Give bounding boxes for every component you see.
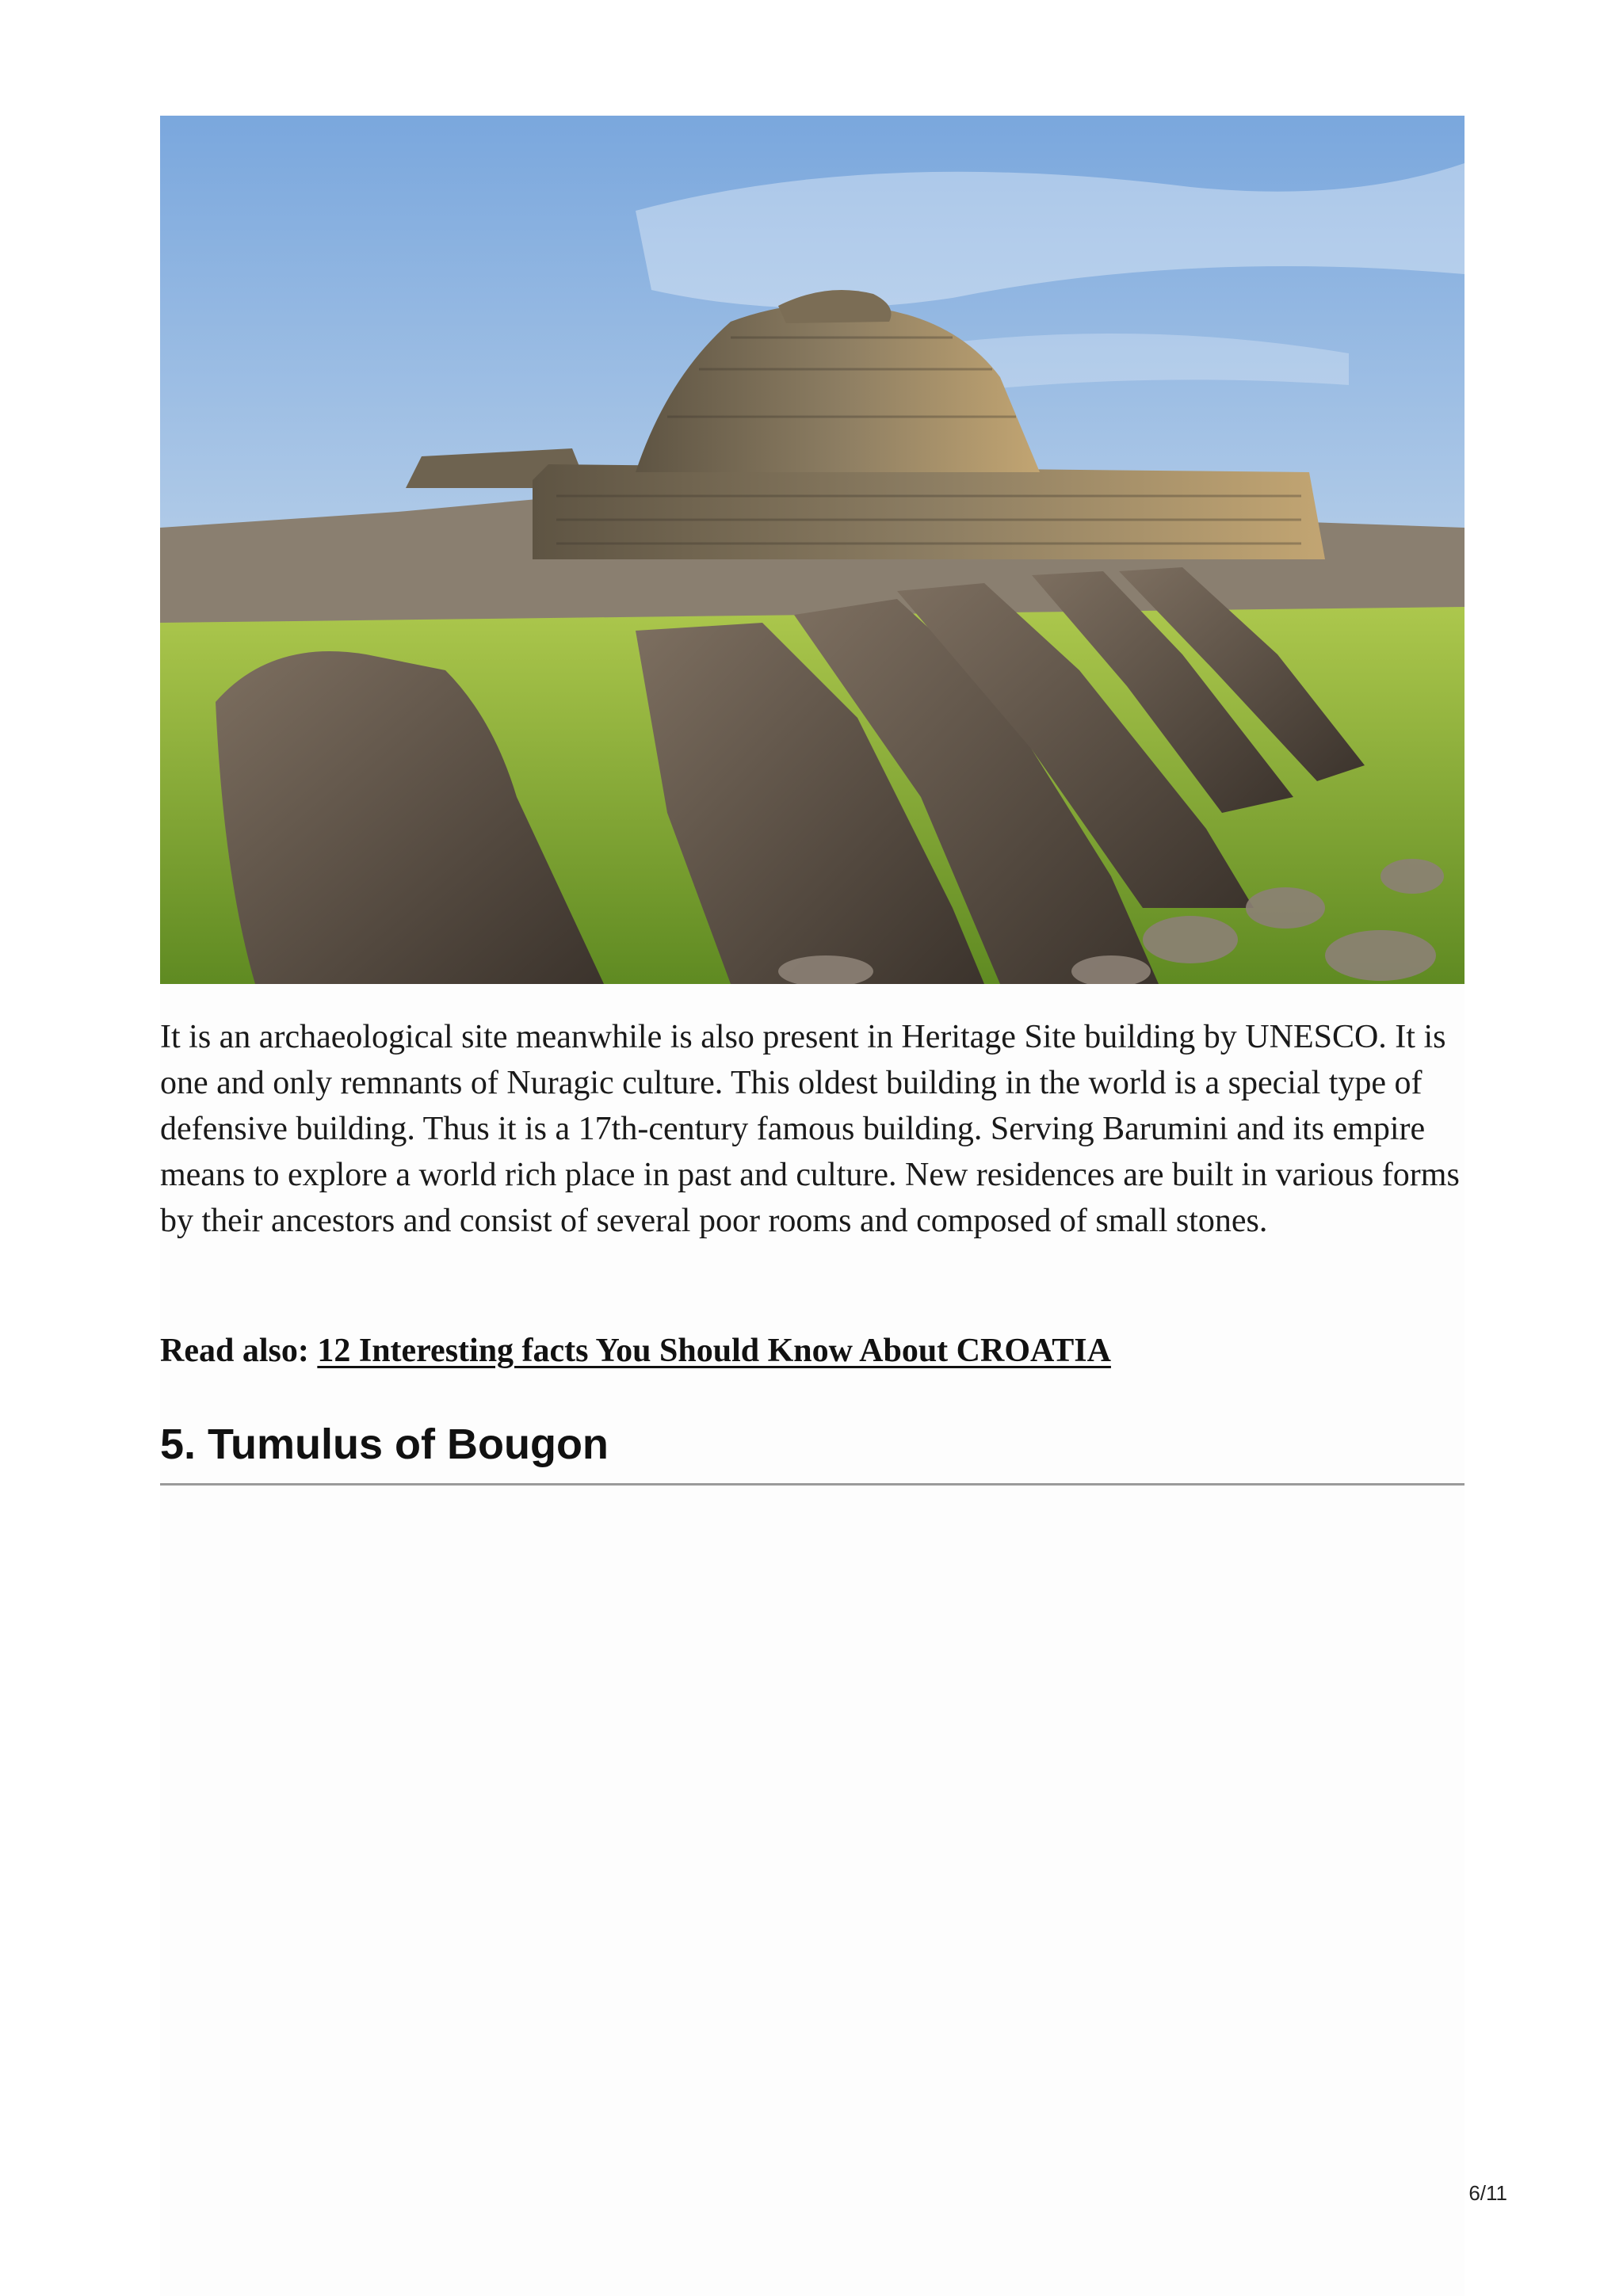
heading-divider bbox=[160, 1483, 1465, 1486]
nuraghe-photo bbox=[160, 116, 1465, 984]
page-number: 6/11 bbox=[1468, 2181, 1507, 2205]
section-heading: 5. Tumulus of Bougon bbox=[160, 1421, 609, 1468]
read-also-label: Read also: bbox=[160, 1333, 309, 1369]
article-paragraph: It is an archaeological site meanwhile is also present in Heritage Site building by UNESCO. It is one and only remnants of Nuragic culture. This oldest building in the world is a special type of defensive building. Thus it is a 17th-century famous building. Serving Barumini and its empire means to explore a world rich place in past and culture. New residences are built in various forms by their ancestors and consist of several poor rooms and composed of small stones. bbox=[160, 1019, 1460, 1239]
read-also-link[interactable]: 12 Interesting facts You Should Know About CROATIA bbox=[317, 1333, 1111, 1369]
read-also-line bbox=[160, 1328, 1111, 1374]
